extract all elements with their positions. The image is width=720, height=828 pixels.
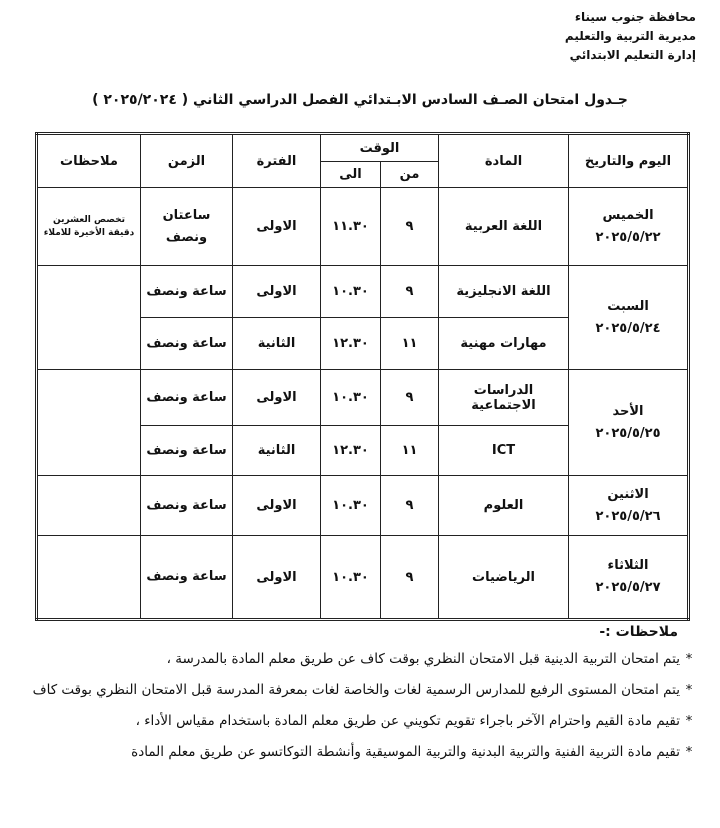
period-cell: الثانية xyxy=(233,426,321,476)
day-name: الثلاثاء xyxy=(607,558,649,573)
to-cell: ١٢.٣٠ xyxy=(321,318,381,370)
duration-cell: ساعة ونصف xyxy=(141,536,233,620)
header-subject: المادة xyxy=(439,134,569,188)
day-name: الخميس xyxy=(602,207,654,223)
duration-cell: ساعة ونصف xyxy=(141,266,233,318)
from-cell: ٩ xyxy=(381,370,439,426)
directorate-name: مديرية التربية والتعليم xyxy=(564,29,696,43)
from-cell: ٩ xyxy=(381,188,439,266)
duration-cell: ساعة ونصف xyxy=(141,370,233,426)
subject-cell: مهارات مهنية xyxy=(439,318,569,370)
to-cell: ١٠.٣٠ xyxy=(321,476,381,536)
from-cell: ٩ xyxy=(381,476,439,536)
day-date-cell xyxy=(569,188,689,266)
header-day-date: اليوم والتاريخ xyxy=(569,134,689,188)
period-cell: الاولى xyxy=(233,370,321,426)
period-cell: الاولى xyxy=(233,476,321,536)
table-row xyxy=(37,536,689,620)
note-cell xyxy=(37,370,141,476)
governorate-name: محافظة جنوب سيناء xyxy=(574,10,696,24)
subject-cell: الرياضيات xyxy=(439,536,569,620)
to-cell: ١٠.٣٠ xyxy=(321,370,381,426)
header-time: الوقت xyxy=(321,134,439,162)
header-notes: ملاحظات xyxy=(37,134,141,188)
subject-cell: اللغة العربية xyxy=(439,188,569,266)
header-to: الى xyxy=(321,162,381,188)
to-cell: ١٠.٣٠ xyxy=(321,536,381,620)
to-cell: ١٢.٣٠ xyxy=(321,426,381,476)
bullet-asterisk-icon: * xyxy=(685,744,693,760)
header-from: من xyxy=(381,162,439,188)
note-text: تقيم مادة التربية الفنية والتربية البدنية والتربية الموسيقية وأنشطة التوكاتسو عن طريق معلم المادة xyxy=(131,744,680,760)
from-cell: ١١ xyxy=(381,318,439,370)
list-item xyxy=(18,679,698,701)
note-cell xyxy=(37,536,141,620)
period-cell: الثانية xyxy=(233,318,321,370)
exam-date: ٢٠٢٥/٥/٢٢ xyxy=(595,229,661,245)
duration-cell: ساعة ونصف xyxy=(141,318,233,370)
day-name: الأحد xyxy=(612,403,644,419)
table-header-row xyxy=(37,134,689,162)
list-item xyxy=(18,648,698,670)
day-name: الاثنين xyxy=(607,486,649,502)
notes-heading: ملاحظات :- xyxy=(599,624,678,640)
period-cell: الاولى xyxy=(233,266,321,318)
bullet-asterisk-icon: * xyxy=(685,682,693,698)
subject-cell: العلوم xyxy=(439,476,569,536)
day-name: السبت xyxy=(607,298,649,314)
day-date-cell xyxy=(569,370,689,476)
note-text: تقيم مادة القيم واحترام الآخر باجراء تقويم تكويني عن طريق معلم المادة باستخدام مقياس الأداء ، xyxy=(135,713,680,729)
day-date-cell xyxy=(569,536,689,620)
table-row xyxy=(37,476,689,536)
note-text: يتم امتحان المستوى الرفيع للمدارس الرسمية لغات والخاصة لغات بمعرفة المدرسة قبل الامتحان النظري بوقت كاف xyxy=(32,682,680,698)
exam-date: ٢٠٢٥/٥/٢٧ xyxy=(595,580,661,595)
note-text: يتم امتحان التربية الدينية قبل الامتحان النظري بوقت كاف عن طريق معلم المادة بالمدرسة ، xyxy=(166,651,680,667)
duration-cell: ساعة ونصف xyxy=(141,426,233,476)
duration-cell: ساعة ونصف xyxy=(141,476,233,536)
duration-cell: ساعتان ونصف xyxy=(141,188,233,266)
note-cell xyxy=(37,476,141,536)
table-row xyxy=(37,370,689,426)
list-item xyxy=(18,710,698,732)
note-cell xyxy=(37,266,141,370)
subject-cell: اللغة الانجليزية xyxy=(439,266,569,318)
table-row xyxy=(37,266,689,318)
administration-name: إدارة التعليم الابتدائي xyxy=(569,48,696,62)
bullet-asterisk-icon: * xyxy=(685,651,693,667)
period-cell: الاولى xyxy=(233,188,321,266)
period-cell: الاولى xyxy=(233,536,321,620)
exam-date: ٢٠٢٥/٥/٢٦ xyxy=(595,508,661,524)
to-cell: ١١.٣٠ xyxy=(321,188,381,266)
subject-cell: ICT xyxy=(439,426,569,476)
day-date-cell xyxy=(569,476,689,536)
from-cell: ٩ xyxy=(381,266,439,318)
header-period: الفترة xyxy=(233,134,321,188)
from-cell: ١١ xyxy=(381,426,439,476)
note-cell: تخصص العشرين دقيقة الأخيرة للاملاء xyxy=(37,188,141,266)
subject-cell: الدراسات الاجتماعية xyxy=(439,370,569,426)
list-item xyxy=(18,741,698,763)
to-cell: ١٠.٣٠ xyxy=(321,266,381,318)
issuer-header xyxy=(565,8,696,65)
from-cell: ٩ xyxy=(381,536,439,620)
document-title: جـدول امتحان الصـف السادس الابـتدائي الفصل الدراسي الثاني ( ٢٠٢٥/٢٠٢٤ ) xyxy=(92,92,628,108)
bullet-asterisk-icon: * xyxy=(685,713,693,729)
exam-schedule-table xyxy=(35,132,690,621)
table-row xyxy=(37,188,689,266)
notes-list xyxy=(18,648,698,772)
day-date-cell xyxy=(569,266,689,370)
header-duration: الزمن xyxy=(141,134,233,188)
exam-date: ٢٠٢٥/٥/٢٥ xyxy=(595,425,661,441)
exam-date: ٢٠٢٥/٥/٢٤ xyxy=(595,320,661,336)
